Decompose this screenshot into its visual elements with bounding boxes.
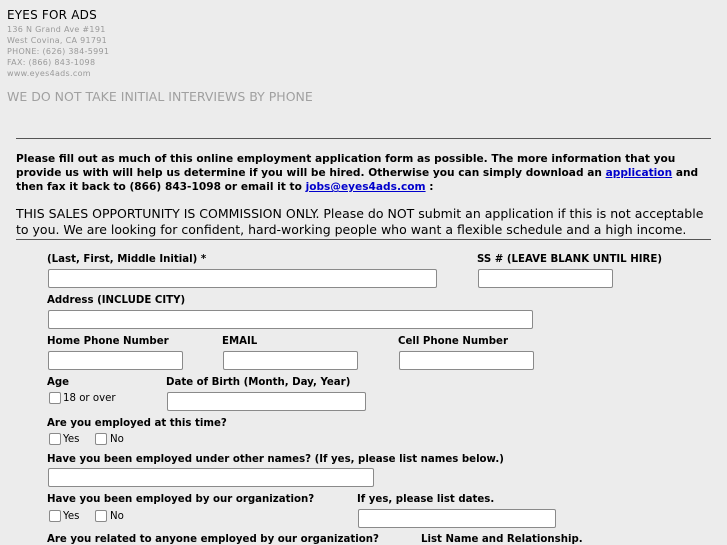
age-label: Age (47, 377, 70, 388)
name-label: (Last, First, Middle Initial) * (47, 254, 207, 265)
employed-now-yes-checkbox[interactable] (49, 433, 61, 445)
address-line-fax: FAX: (866) 843-1098 (7, 58, 96, 67)
employed-now-no-label: No (110, 434, 124, 445)
cell-phone-input[interactable] (399, 351, 534, 370)
email-link[interactable]: jobs@eyes4ads.com (305, 181, 426, 193)
employed-by-org-yes-checkbox[interactable] (49, 510, 61, 522)
employed-now-yes-label: Yes (63, 434, 80, 445)
employed-by-org-no-label: No (110, 511, 124, 522)
related-label: Are you related to anyone employed by our organization? (47, 534, 379, 545)
dob-input[interactable] (167, 392, 366, 411)
employed-now-label: Are you employed at this time? (47, 418, 227, 429)
relationship-label: List Name and Relationship. (421, 534, 583, 545)
no-phone-interviews-note: WE DO NOT TAKE INITIAL INTERVIEWS BY PHONE (7, 89, 313, 104)
employed-now-no-checkbox[interactable] (95, 433, 107, 445)
employed-by-org-label: Have you been employed by our organization? (47, 494, 315, 505)
other-names-input[interactable] (48, 468, 374, 487)
address-line-website: www.eyes4ads.com (7, 69, 91, 78)
org-dates-label: If yes, please list dates. (357, 494, 495, 505)
age-18-or-over-label: 18 or over (63, 393, 116, 404)
intro-text-3: : (425, 181, 434, 193)
address-line-phone: PHONE: (626) 384-5991 (7, 47, 110, 56)
address-input[interactable] (48, 310, 533, 329)
commission-notice: THIS SALES OPPORTUNITY IS COMMISSION ONLY. Please do NOT submit an application if this is not acceptable to you. We are looking for confident, hard-working people who want a flexible schedule and a high income. (16, 206, 704, 237)
ssn-input[interactable] (478, 269, 613, 288)
intro-text-2: and then fax it back to (866) 843-1098 or email it to (16, 167, 699, 193)
address-label: Address (INCLUDE CITY) (47, 295, 186, 306)
dob-label: Date of Birth (Month, Day, Year) (166, 377, 351, 388)
other-names-label: Have you been employed under other names? (If yes, please list names below.) (47, 454, 504, 465)
age-18-or-over-checkbox[interactable] (49, 392, 61, 404)
address-line-street: 136 N Grand Ave #191 (7, 25, 106, 34)
name-input[interactable] (48, 269, 437, 288)
employed-by-org-no-checkbox[interactable] (95, 510, 107, 522)
org-dates-input[interactable] (358, 509, 556, 528)
home-phone-label: Home Phone Number (47, 336, 169, 347)
address-line-city: West Covina, CA 91791 (7, 36, 108, 45)
divider-form (16, 239, 711, 240)
application-link[interactable]: application (605, 167, 673, 179)
ssn-label: SS # (LEAVE BLANK UNTIL HIRE) (477, 254, 662, 265)
company-name: EYES FOR ADS (7, 8, 97, 22)
cell-phone-label: Cell Phone Number (398, 336, 508, 347)
divider-top (16, 138, 711, 139)
intro-paragraph (16, 152, 711, 194)
employed-by-org-yes-label: Yes (63, 511, 80, 522)
intro-text-1: Please fill out as much of this online employment application form as possible. The more information that you provide us with will help us determine if you will be hired. Otherwise you can simply download an (16, 153, 676, 179)
email-label: EMAIL (222, 336, 258, 347)
home-phone-input[interactable] (48, 351, 183, 370)
email-input[interactable] (223, 351, 358, 370)
